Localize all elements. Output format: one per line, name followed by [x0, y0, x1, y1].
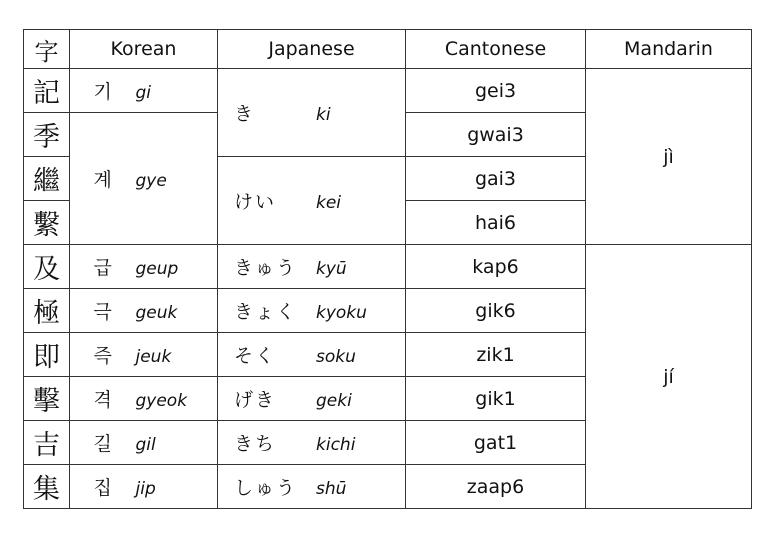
cantonese-cell: gai3: [406, 157, 586, 201]
japanese-romanization: geki: [316, 391, 352, 411]
japanese-cell: [218, 333, 406, 377]
mandarin-cell: jí: [586, 245, 752, 509]
japanese-romanization: kei: [316, 193, 342, 213]
cantonese-cell: hai6: [406, 201, 586, 245]
table-row: [24, 245, 752, 289]
japanese-kana: げき: [234, 389, 277, 411]
korean-hangul: 격: [93, 389, 112, 411]
japanese-romanization: shū: [316, 479, 347, 499]
header-cantonese: Cantonese: [406, 30, 586, 69]
korean-romanization: jeuk: [135, 347, 172, 367]
japanese-kana: きょく: [234, 301, 298, 323]
hanzi-cell: 季: [24, 113, 70, 157]
mandarin-cell: jì: [586, 69, 752, 245]
korean-hangul: 계: [93, 169, 112, 191]
japanese-kana: きち: [234, 433, 277, 455]
japanese-kana: そく: [234, 345, 277, 367]
japanese-kana: きゅう: [234, 257, 298, 279]
header-mandarin: Mandarin: [586, 30, 752, 69]
cantonese-cell: gik6: [406, 289, 586, 333]
header-japanese: Japanese: [218, 30, 406, 69]
table-row: [24, 69, 752, 113]
japanese-cell: [218, 245, 406, 289]
korean-romanization: jip: [135, 479, 156, 499]
japanese-cell: [218, 69, 406, 157]
japanese-cell: [218, 421, 406, 465]
hanzi-cell: 吉: [24, 421, 70, 465]
korean-cell: [70, 465, 218, 509]
hanzi-cell: 記: [24, 69, 70, 113]
korean-hangul: 급: [93, 257, 112, 279]
japanese-cell: [218, 465, 406, 509]
japanese-romanization: kyoku: [316, 303, 367, 323]
korean-hangul: 극: [93, 301, 112, 323]
korean-hangul: 집: [93, 477, 112, 499]
japanese-romanization: soku: [316, 347, 356, 367]
korean-cell: [70, 421, 218, 465]
hanzi-cell: 極: [24, 289, 70, 333]
japanese-romanization: ki: [316, 105, 331, 125]
korean-romanization: gi: [135, 83, 152, 103]
cantonese-cell: gwai3: [406, 113, 586, 157]
korean-cell: [70, 245, 218, 289]
header-row: [24, 30, 752, 69]
korean-romanization: gye: [135, 171, 167, 191]
header-korean: Korean: [70, 30, 218, 69]
korean-cell: [70, 69, 218, 113]
header-hanzi: 字: [24, 30, 70, 69]
korean-romanization: geup: [135, 259, 179, 279]
hanzi-cell: 繫: [24, 201, 70, 245]
cantonese-cell: kap6: [406, 245, 586, 289]
japanese-kana: けい: [234, 191, 277, 213]
japanese-romanization: kichi: [316, 435, 356, 455]
japanese-kana: しゅう: [234, 477, 298, 499]
japanese-cell: [218, 377, 406, 421]
cantonese-cell: gat1: [406, 421, 586, 465]
korean-hangul: 기: [93, 81, 112, 103]
hanzi-cell: 擊: [24, 377, 70, 421]
japanese-cell: [218, 157, 406, 245]
japanese-cell: [218, 289, 406, 333]
cantonese-cell: gik1: [406, 377, 586, 421]
hanzi-cell: 及: [24, 245, 70, 289]
korean-romanization: geuk: [135, 303, 178, 323]
cantonese-cell: gei3: [406, 69, 586, 113]
korean-cell: [70, 289, 218, 333]
korean-cell: [70, 333, 218, 377]
korean-romanization: gyeok: [135, 391, 188, 411]
korean-cell: [70, 113, 218, 245]
hanzi-cell: 即: [24, 333, 70, 377]
korean-romanization: gil: [135, 435, 156, 455]
korean-hangul: 즉: [93, 345, 112, 367]
japanese-romanization: kyū: [316, 259, 347, 279]
hanzi-cell: 繼: [24, 157, 70, 201]
hanzi-cell: 集: [24, 465, 70, 509]
korean-hangul: 길: [93, 433, 112, 455]
japanese-kana: き: [234, 103, 256, 125]
korean-cell: [70, 377, 218, 421]
cantonese-cell: zaap6: [406, 465, 586, 509]
cantonese-cell: zik1: [406, 333, 586, 377]
reading-comparison-table: [23, 29, 752, 509]
